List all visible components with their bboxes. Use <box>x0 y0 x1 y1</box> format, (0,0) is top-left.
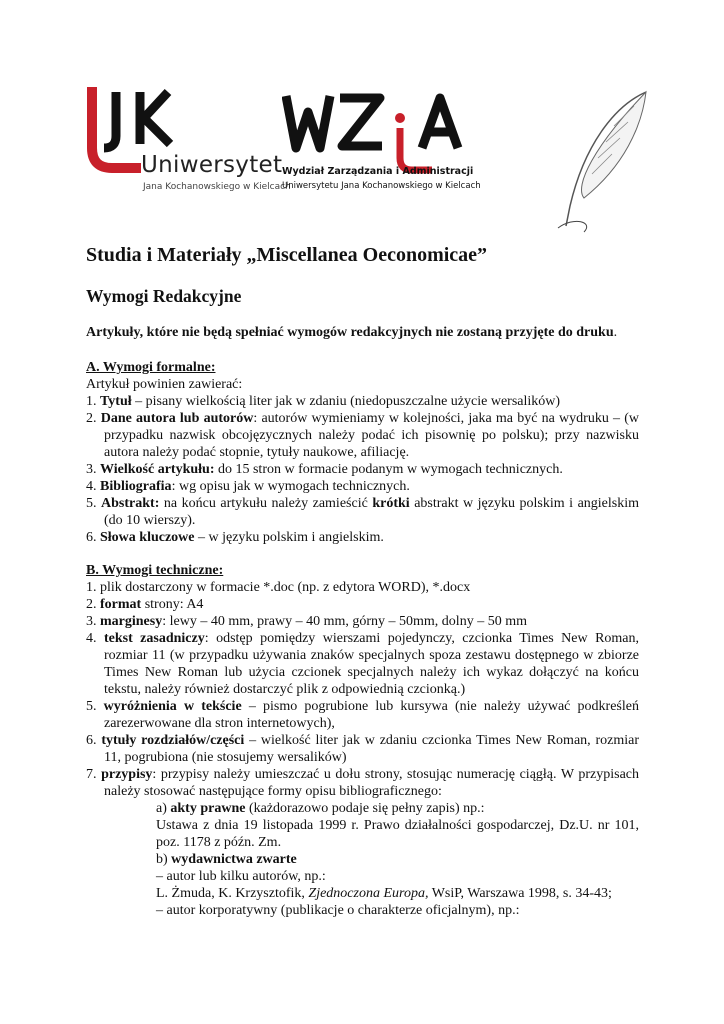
footnote-forms <box>86 800 639 919</box>
page-subtitle: Wymogi Redakcyjne <box>86 286 242 306</box>
document-body <box>86 243 639 919</box>
list-item: 3. Wielkość artykułu: do 15 stron w formacie podanym w wymogach technicznych. <box>86 462 563 477</box>
formal-list <box>86 393 639 546</box>
wzia-subtitle: Uniwersytetu Jana Kochanowskiego w Kielcach <box>282 181 481 191</box>
technical-list <box>86 579 639 800</box>
footnote-b-line2: – autor korporatywny (publikacje o charakterze oficjalnym), np.: <box>156 903 520 918</box>
list-item: 1. plik dostarczony w formacie *.doc (np. z edytora WORD), *.docx <box>86 580 471 595</box>
footnote-b: b) wydawnictwa zwarte <box>156 852 297 867</box>
ujk-logo <box>86 86 286 196</box>
footnote-b-line1: – autor lub kilku autorów, np.: <box>156 869 326 884</box>
footnote-a: a) akty prawne (każdorazowo podaje się pełny zapis) np.: <box>156 801 485 816</box>
page-title: Studia i Materiały „Miscellanea Oeconomicae” <box>86 244 488 266</box>
list-item: 5. Abstrakt: na końcu artykułu należy zamieścić krótki abstrakt w języku polskim i angielskim (do 10 wierszy). <box>86 496 640 528</box>
technical-heading: B. Wymogi techniczne: <box>86 563 224 578</box>
list-item: 4. tekst zasadniczy: odstęp pomiędzy wierszami pojedynczy, czcionka Times New Roman, rozmiar 11 (w przypadku używania znaków specjalnych spoza zestawu dostępnego w zbiorze Times New Roman lub użycia czcionek specjalnych należy ich wykaz dołączyć na końcu tekstu, należy również dostarczyć plik z odpowiednią czcionką.) <box>86 631 640 697</box>
formal-heading: A. Wymogi formalne: <box>86 360 216 375</box>
wzia-name: Wydział Zarządzania i Administracji <box>282 166 474 177</box>
list-item: 4. Bibliografia: wg opisu jak w wymogach technicznych. <box>86 479 410 494</box>
footnote-a-example: Ustawa z dnia 19 listopada 1999 r. Prawo działalności gospodarczej, Dz.U. nr 101, poz. 1178 z późn. Zm. <box>156 818 639 850</box>
list-item: 7. przypisy: przypisy należy umieszczać u dołu strony, stosując numerację ciągłą. W przypisach należy stosować następujące formy opisu bibliograficznego: <box>86 767 640 799</box>
technical-requirements <box>86 562 639 919</box>
list-item: 2. Dane autora lub autorów: autorów wymieniamy w kolejności, jaka ma być na wydruku – (w przypadku nazwisk obcojęzycznych należy podać ich pisownię po polsku); przy nazwisku autora należy podać stopnie, tytuły naukowe, afiliację. <box>86 411 640 460</box>
formal-lead: Artykuł powinien zawierać: <box>86 377 243 392</box>
list-item: 5. wyróżnienia w tekście – pismo pogrubione lub kursywa (nie należy używać podkreśleń zarezerwowane dla stron internetowych), <box>86 699 639 731</box>
list-item: 1. Tytuł – pisany wielkością liter jak w zdaniu (niedopuszczalne użycie wersalików) <box>86 394 561 409</box>
formal-requirements <box>86 359 639 546</box>
list-item: 6. tytuły rozdziałów/części – wielkość liter jak w zdaniu czcionka Times New Roman, rozmiar 11, pogrubiona (nie stosujemy wersalików) <box>86 733 640 765</box>
list-item: 6. Słowa kluczowe – w języku polskim i angielskim. <box>86 530 384 545</box>
list-item: 3. marginesy: lewy – 40 mm, prawy – 40 mm, górny – 50mm, dolny – 50 mm <box>86 614 527 629</box>
ujk-subtitle: Jana Kochanowskiego w Kielcach <box>143 182 291 192</box>
ujk-name: Uniwersytet <box>141 152 283 178</box>
list-item: 2. format strony: A4 <box>86 597 204 612</box>
quill-icon <box>554 86 654 236</box>
intro-note: Artykuły, które nie będą spełniać wymogów redakcyjnych nie zostaną przyjęte do druku. <box>86 325 618 340</box>
footnote-b-example: L. Żmuda, K. Krzysztofik, Zjednoczona Europa, WsiP, Warszawa 1998, s. 34-43; <box>156 886 612 901</box>
header-logos <box>86 86 646 236</box>
